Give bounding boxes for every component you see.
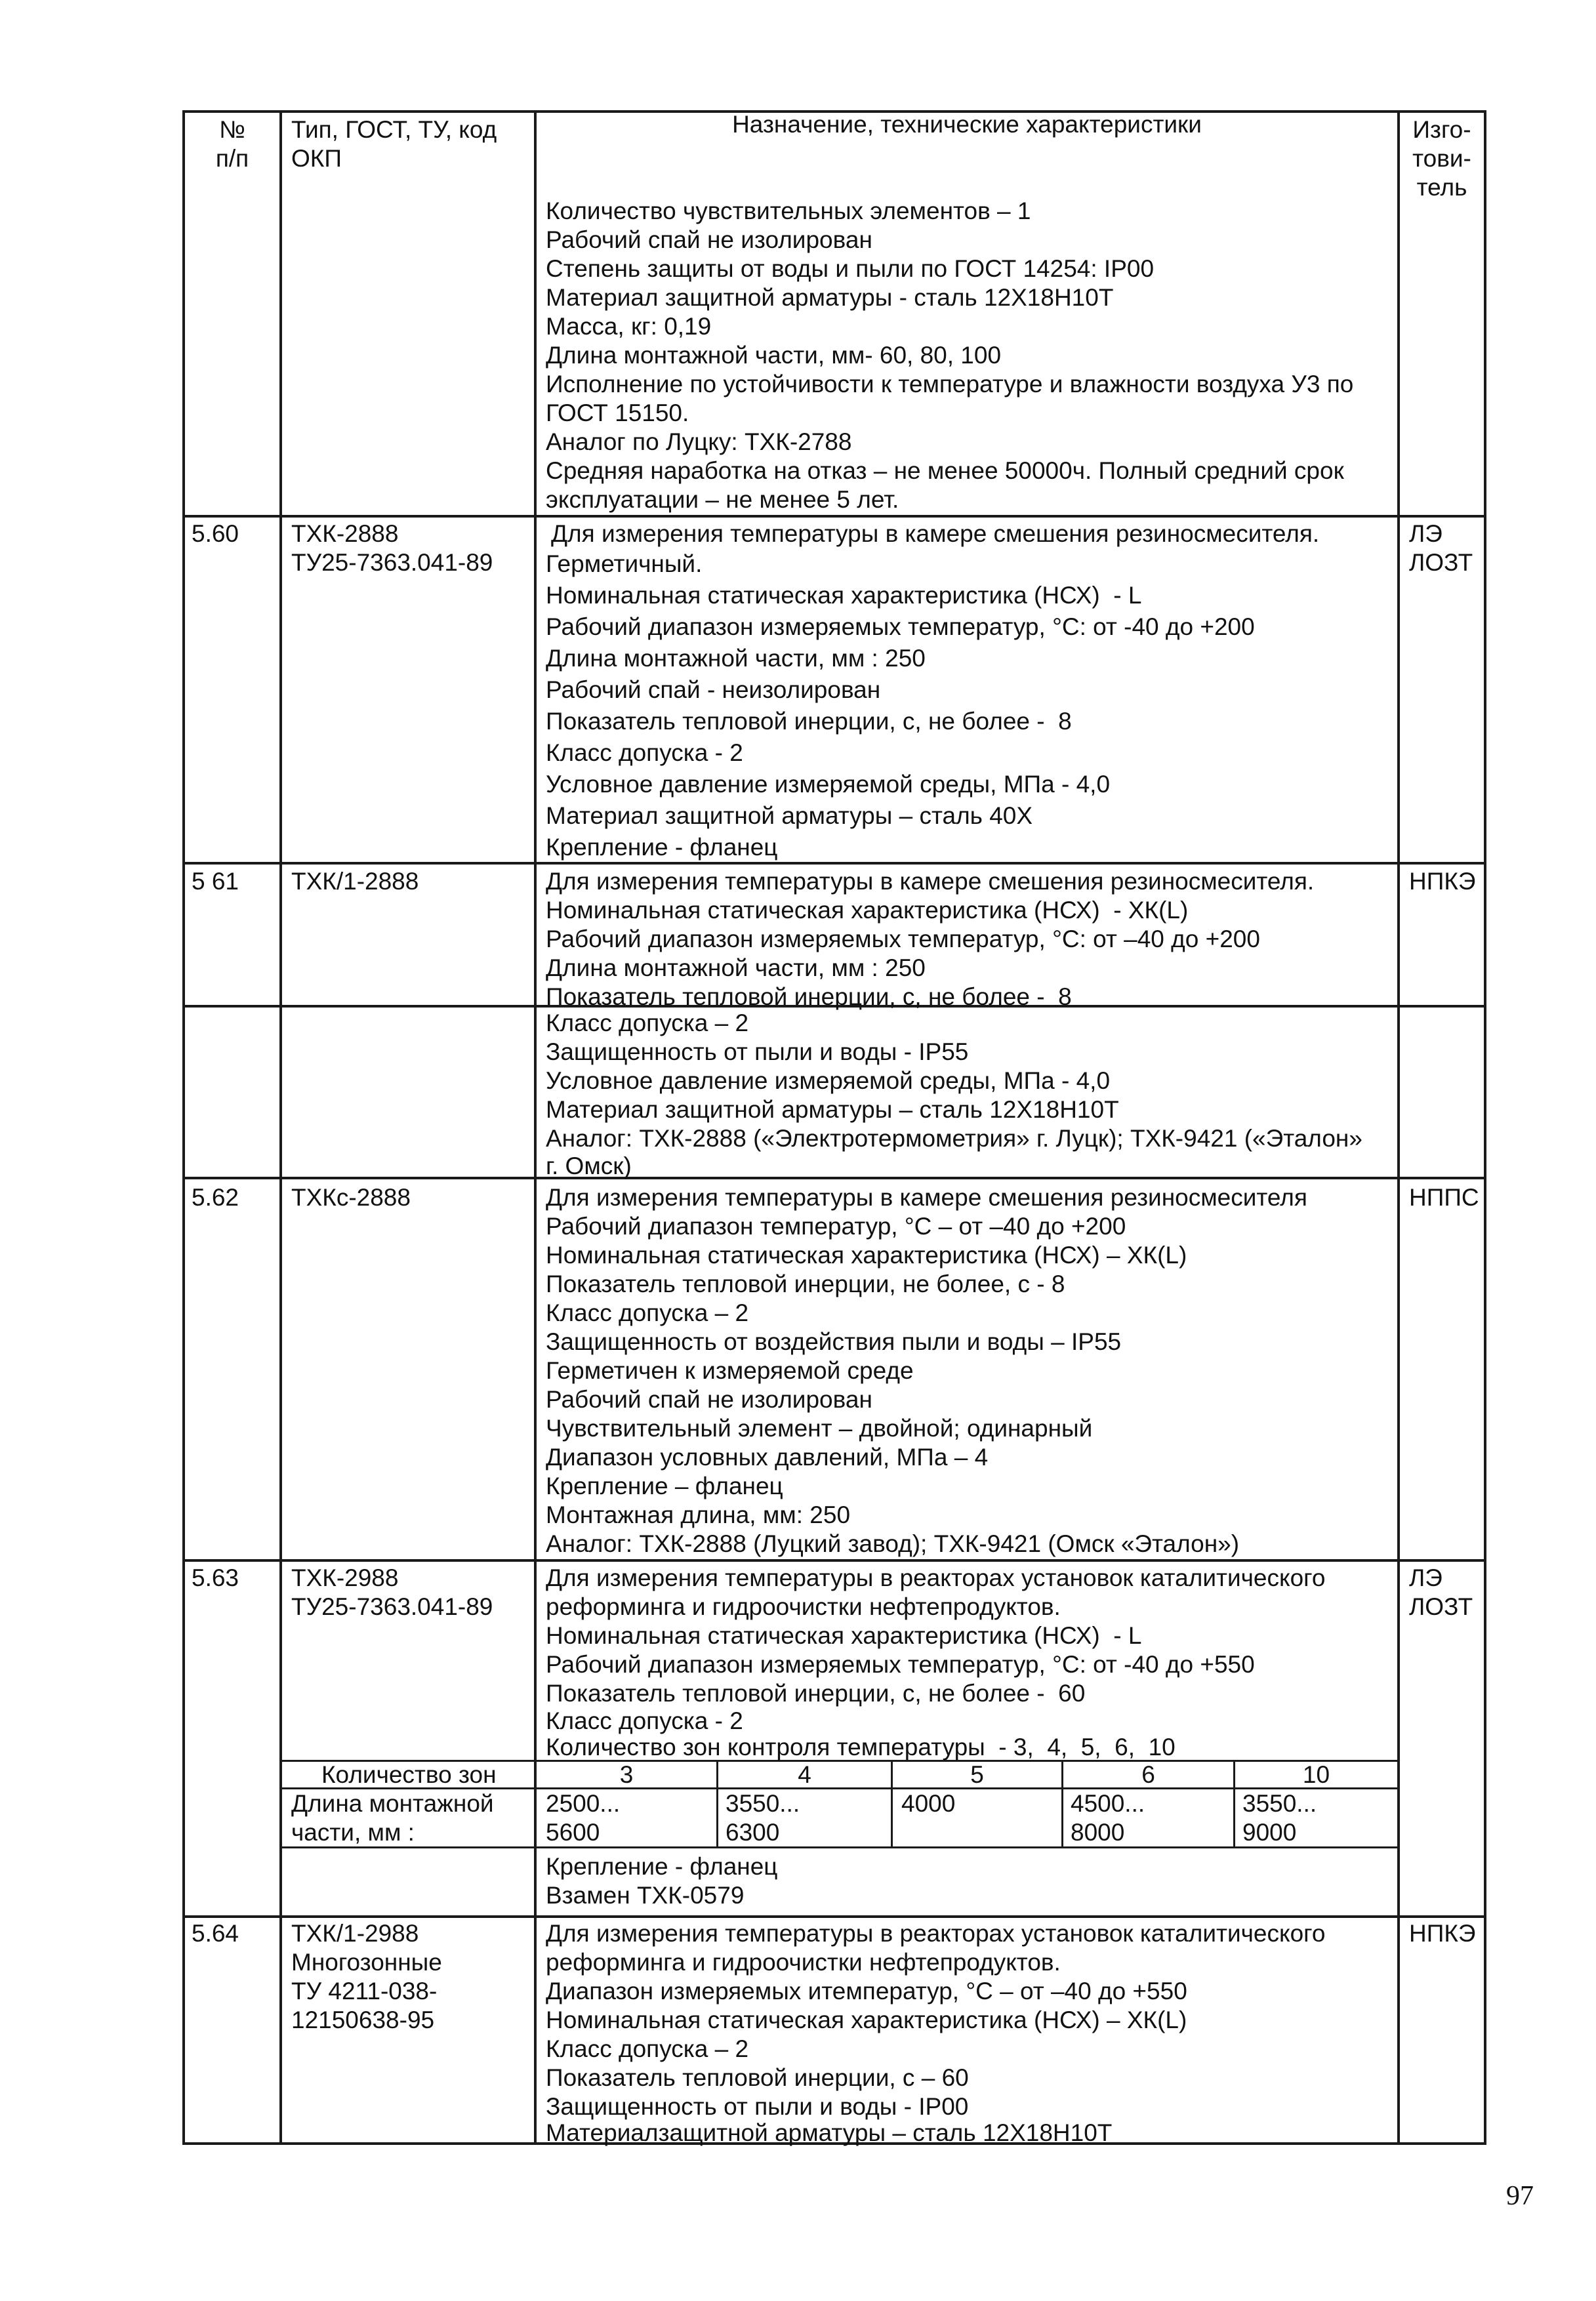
text-line: Средняя наработка на отказ – не менее 50000ч. Полный средний срок (546, 457, 1344, 484)
header-maker: Изго- тови- тель (1412, 116, 1471, 201)
length-value: 4000 (901, 1790, 956, 1817)
zones-label: Количество зон (321, 1761, 497, 1788)
text-line: Аналог: ТХК-2888 («Электротермометрия» г. Луцк); ТХК-9421 («Эталон» (546, 1125, 1362, 1152)
row-divider-564 (182, 1915, 1486, 1918)
text-line: реформинга и гидроочистки нефтепродуктов. (546, 1949, 1061, 1976)
text-line: Количество зон контроля температуры - 3, 4, 5, 6, 10 (546, 1734, 1176, 1761)
text-line: Условное давление измеряемой среды, МПа - 4,0 (546, 1067, 1111, 1094)
text-line: г. Омск) (546, 1152, 632, 1179)
zones-value: 6 (1141, 1761, 1155, 1788)
row-maker: ЛЭ ЛОЗТ (1409, 520, 1473, 576)
text-line: Рабочий диапазон температур, °С – от –40 до +200 (546, 1213, 1126, 1240)
zones-value: 4 (798, 1761, 811, 1788)
text-line: Взамен ТХК-0579 (546, 1882, 745, 1909)
table-border-col2 (534, 110, 537, 2145)
row-type: ТХК/1-2988 Многозонные ТУ 4211-038- 12150638-95 (291, 1920, 442, 2033)
text-line: Показатель тепловой инерции, с, не более - 8 (546, 708, 1072, 735)
row-number: 5.60 (192, 520, 239, 547)
text-line: Для измерения температуры в реакторах установок каталитического (546, 1564, 1326, 1591)
text-line: Рабочий диапазон измеряемых температур, °С: от –40 до +200 (546, 926, 1260, 952)
row-maker: НППС (1409, 1184, 1479, 1211)
text-line: Количество чувствительных элементов – 1 (546, 197, 1031, 224)
text-line: Герметичный. (546, 550, 703, 577)
text-line: реформинга и гидроочистки нефтепродуктов. (546, 1593, 1061, 1620)
row-number: 5.64 (192, 1920, 239, 1947)
header-type: Тип, ГОСТ, ТУ, код ОКП (291, 116, 497, 172)
text-line: Рабочий спай не изолирован (546, 1386, 872, 1413)
text-line: Номинальная статическая характеристика (НСХ) - L (546, 582, 1142, 609)
text-line: ГОСТ 15150. (546, 399, 689, 426)
text-line: Класс допуска – 2 (546, 1299, 749, 1326)
text-line: Номинальная статическая характеристика (НСХ) - ХК(L) (546, 897, 1189, 924)
text-line: Крепление - фланец (546, 834, 778, 861)
row-maker: НПКЭ (1409, 868, 1476, 895)
length-label: Длина монтажной части, мм : (291, 1790, 494, 1846)
length-value: 2500... 5600 (546, 1790, 621, 1846)
text-line: Защищенность от воздействия пыли и воды – IP55 (546, 1328, 1122, 1355)
text-line: Аналог по Луцку: ТХК-2788 (546, 428, 852, 455)
text-line: Рабочий спай не изолирован (546, 226, 872, 253)
text-line: Масса, кг: 0,19 (546, 313, 712, 340)
zones-value: 10 (1302, 1761, 1330, 1788)
table-border-col1 (279, 110, 282, 2145)
page-number: 97 (1506, 2181, 1534, 2211)
text-line: Крепление - фланец (546, 1853, 778, 1880)
text-line: Показатель тепловой инерции, с, не более - 8 (546, 983, 1072, 1010)
text-line: Защищенность от пыли и воды - IP00 (546, 2093, 969, 2120)
text-line: Номинальная статическая характеристика (НСХ) - L (546, 1622, 1142, 1649)
zones-value: 3 (619, 1761, 634, 1788)
row-divider-561 (182, 862, 1486, 865)
row-divider-560 (182, 515, 1486, 518)
text-line: Условное давление измеряемой среды, МПа - 4,0 (546, 771, 1111, 798)
text-line: Крепление – фланец (546, 1473, 783, 1499)
text-line: Длина монтажной части, мм : 250 (546, 645, 926, 672)
row-type: ТХК/1-2888 (291, 868, 419, 895)
text-line: Для измерения температуры в камере смешения резиносмесителя. (546, 868, 1315, 895)
text-line: Чувствительный элемент – двойной; одинарный (546, 1415, 1093, 1442)
text-line: Материал защитной арматуры - сталь 12Х18Н10Т (546, 284, 1114, 311)
row-type: ТХК-2888 ТУ25-7363.041-89 (291, 520, 493, 576)
text-line: Рабочий диапазон измеряемых температур, °С: от -40 до +550 (546, 1651, 1255, 1678)
table-border-left (182, 110, 185, 2145)
table-border-col3 (1397, 110, 1400, 2145)
text-line: Класс допуска - 2 (546, 739, 743, 766)
length-value: 4500... 8000 (1071, 1790, 1145, 1846)
text-line: Рабочий диапазон измеряемых температур, °С: от -40 до +200 (546, 613, 1255, 640)
text-line: Исполнение по устойчивости к температуре и влажности воздуха У3 по (546, 371, 1354, 397)
header-num: № п/п (215, 116, 249, 172)
row-maker: ЛЭ ЛОЗТ (1409, 1564, 1473, 1620)
text-line: Для измерения температуры в камере смешения резиносмесителя. (551, 520, 1320, 547)
text-line: Номинальная статическая характеристика (НСХ) – ХК(L) (546, 2006, 1187, 2033)
row-number: 5.63 (192, 1564, 239, 1591)
text-line: Рабочий спай - неизолирован (546, 676, 881, 703)
text-line: Материал защитной арматуры – сталь 40Х (546, 802, 1033, 829)
zones-value: 5 (970, 1761, 984, 1788)
length-value: 3550... 9000 (1242, 1790, 1317, 1846)
text-line: Защищенность от пыли и воды - IP55 (546, 1038, 969, 1065)
text-line: Номинальная статическая характеристика (НСХ) – ХК(L) (546, 1242, 1187, 1269)
row-maker: НПКЭ (1409, 1920, 1476, 1947)
text-line: Длина монтажной части, мм- 60, 80, 100 (546, 342, 1002, 369)
row-number: 5.62 (192, 1184, 239, 1211)
text-line: Класс допуска - 2 (546, 1707, 743, 1734)
text-line: Для измерения температуры в реакторах установок каталитического (546, 1920, 1326, 1947)
row-type: ТХК-2988 ТУ25-7363.041-89 (291, 1564, 493, 1620)
text-line: эксплуатации – не менее 5 лет. (546, 486, 899, 513)
text-line: Герметичен к измеряемой среде (546, 1357, 914, 1384)
row-type: ТХКс-2888 (291, 1184, 411, 1211)
text-line: Показатель тепловой инерции, с – 60 (546, 2064, 969, 2091)
table-border-right (1484, 110, 1486, 2145)
text-line: Аналог: ТХК-2888 (Луцкий завод); ТХК-9421 (Омск «Эталон») (546, 1530, 1240, 1557)
text-line: Длина монтажной части, мм : 250 (546, 954, 926, 981)
text-line: Материалзащитной арматуры – сталь 12Х18Н10Т (546, 2119, 1113, 2146)
text-line: Для измерения температуры в камере смешения резиносмесителя (546, 1184, 1307, 1211)
text-line: Материал защитной арматуры – сталь 12Х18Н10Т (546, 1096, 1119, 1123)
text-line: Показатель тепловой инерции, не более, с - 8 (546, 1271, 1065, 1297)
text-line: Класс допуска – 2 (546, 2035, 749, 2062)
text-line: Показатель тепловой инерции, с, не более - 60 (546, 1680, 1086, 1707)
header-purpose: Назначение, технические характеристики (732, 111, 1202, 138)
text-line: Степень защиты от воды и пыли по ГОСТ 14254: IP00 (546, 255, 1155, 282)
row-number: 5 61 (192, 868, 239, 895)
row-divider-563 (182, 1559, 1486, 1562)
length-value: 3550... 6300 (726, 1790, 800, 1846)
text-line: Класс допуска – 2 (546, 1009, 749, 1036)
text-line: Монтажная длина, мм: 250 (546, 1501, 851, 1528)
text-line: Диапазон измеряемых итемператур, °С – от –40 до +550 (546, 1978, 1187, 2005)
text-line: Диапазон условных давлений, МПа – 4 (546, 1444, 989, 1471)
row-divider-562 (182, 1177, 1486, 1179)
